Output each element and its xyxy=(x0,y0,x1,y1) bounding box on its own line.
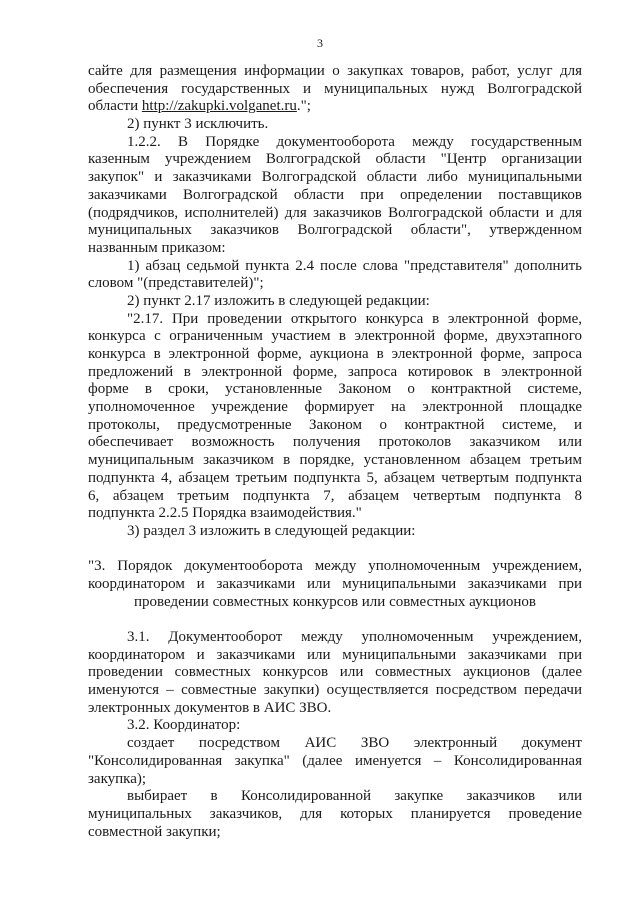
text-line: 1.2.2. В Порядке документооборота между государственным xyxy=(127,133,582,150)
text-line: именуются – совместные закупки) осуществляется посредством передачи xyxy=(88,682,582,699)
text-line: форме в сроки, установленные Законом о контрактной системе, xyxy=(88,381,582,398)
text-line: названным приказом: xyxy=(88,239,226,256)
text-line: "2.17. При проведении открытого конкурса в электронной форме, xyxy=(127,310,582,327)
text-line xyxy=(88,98,582,116)
text-line: "3. Порядок документооборота между уполномоченным учреждением, xyxy=(88,558,582,575)
blank-line xyxy=(88,541,582,559)
text-line: (подрядчиков, исполнителей) для заказчиков Волгоградской области и для xyxy=(88,204,582,221)
text-line: проведении совместных конкурсов или совместных аукционов (далее xyxy=(88,664,582,681)
page-number: 3 xyxy=(317,36,323,50)
text-line: совместной закупки; xyxy=(88,823,221,840)
text-line: муниципальных заказчиков Волгоградской области", утвержденном xyxy=(88,222,582,239)
text-line: выбирает в Консолидированной закупке заказчиков или xyxy=(127,788,582,805)
text-line: конкурса в электронной форме, аукциона в электронной форме, запроса xyxy=(88,346,582,362)
text-line: закупка); xyxy=(88,770,147,787)
text-line: создает посредством АИС ЗВО электронный документ xyxy=(127,735,582,752)
zakupki-link[interactable]: http://zakupki.volganet.ru xyxy=(141,98,297,115)
text-line: заказчиками Волгоградской области при определении поставщиков xyxy=(88,186,582,203)
text-line: "Консолидированная закупка" (далее именуется – Консолидированная xyxy=(88,752,582,769)
text-line: протоколы, предусмотренные Законом о контрактной системе, и xyxy=(88,416,582,433)
text-line: 3.1. Документооборот между уполномоченным учреждением, xyxy=(127,629,582,645)
text-line: 2) пункт 3 исключить. xyxy=(127,116,269,133)
text-line: 2) пункт 2.17 изложить в следующей редакции: xyxy=(127,292,430,309)
text-line: 6, абзацем третьим подпункта 7, абзацем четвертым подпункта 8 xyxy=(88,487,582,504)
text-line: муниципальных заказчиков, для которых планируется проведение xyxy=(88,805,582,822)
text-line: уполномоченное учреждение формирует на электронной площадке xyxy=(88,399,582,416)
text-line: муниципальным заказчиком в порядке, установленном абзацем третьим xyxy=(88,452,582,469)
text-line: подпункта 2.2.5 Порядка взаимодействия." xyxy=(88,505,362,522)
text-line: конкурса с ограниченным участием в электронной форме, двухэтапного xyxy=(88,328,582,345)
text-line: обеспечивает возможность получения протоколов заказчиком или xyxy=(88,434,582,451)
text-line: словом "(представителей)"; xyxy=(88,275,264,292)
text-line: 3.2. Координатор: xyxy=(127,717,241,734)
text-line: сайте для размещения информации о закупках товаров, работ, услуг для xyxy=(88,63,582,79)
text-line: закупок" и заказчиками Волгоградской области либо муниципальными xyxy=(88,169,582,186)
text-line: координатором и заказчиками или муниципальными заказчиками при xyxy=(88,646,582,663)
text-line: координатором и заказчиками или муниципальными заказчиками при xyxy=(88,575,582,592)
text-line: 3) раздел 3 изложить в следующей редакции: xyxy=(127,522,416,539)
text-line: обеспечения государственных и муниципальных нужд Волгоградской xyxy=(88,80,582,97)
text-line: казенным учреждением Волгоградской области "Центр организации xyxy=(88,151,582,168)
document-body xyxy=(88,63,582,841)
text-line-prefix: области xyxy=(88,98,142,115)
text-line-suffix: ."; xyxy=(296,98,311,115)
text-line: проведении совместных конкурсов или совместных аукционов xyxy=(133,593,536,610)
text-line: электронных документов в АИС ЗВО. xyxy=(88,699,332,716)
text-line: 1) абзац седьмой пункта 2.4 после слова "представителя" дополнить xyxy=(127,257,582,274)
text-line: подпункта 4, абзацем третьим подпункта 5, абзацем четвертым подпункта xyxy=(88,469,582,486)
text-line: предложений в электронной форме, запроса котировок в электронной xyxy=(88,363,582,380)
blank-line xyxy=(88,611,582,629)
